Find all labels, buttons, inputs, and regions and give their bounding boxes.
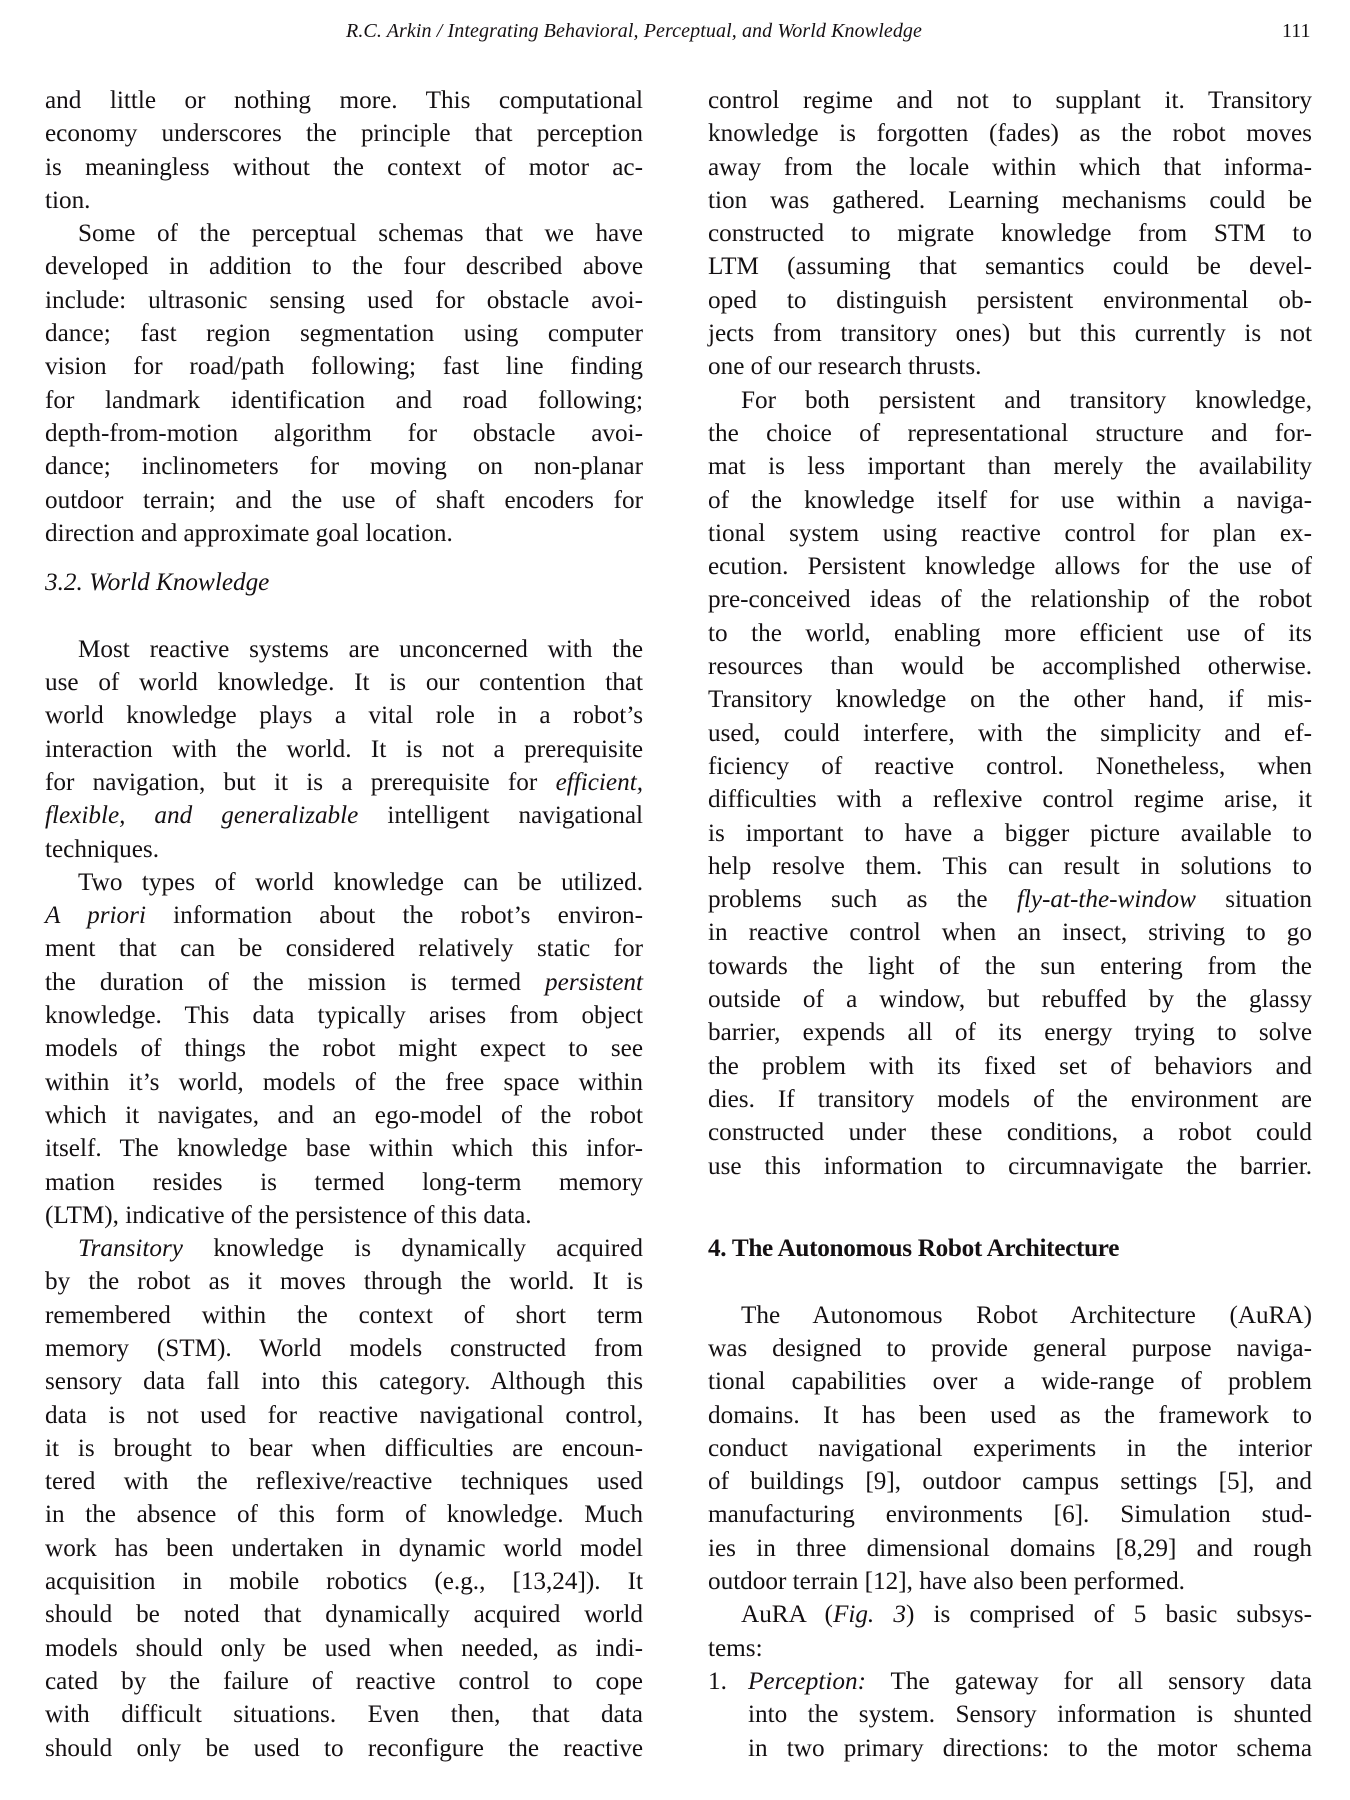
text-line: dance; fast region segmentation using computer [45, 320, 643, 348]
text-run: AuRA ( [741, 1601, 833, 1629]
text-run: information about the robot’s environ- [145, 902, 643, 930]
text-line: (LTM), indicative of the persistence of this data. [45, 1201, 532, 1229]
text-line: should only be used to reconfigure the reactive [45, 1734, 643, 1762]
text-line: within it’s world, models of the free space within [45, 1068, 643, 1096]
list-term: Perception: [748, 1667, 866, 1695]
text-run: the duration of the mission is termed [45, 968, 546, 996]
text-line: Transitory knowledge on the other hand, if mis- [708, 686, 1312, 714]
text-run: knowledge is dynamically acquired [182, 1235, 643, 1263]
text-line: models of things the robot might expect to see [45, 1035, 643, 1063]
text-line: work has been undertaken in dynamic world model [45, 1534, 643, 1562]
text-line: used, could interfere, with the simplicity and ef- [708, 719, 1312, 747]
text-line: knowledge is forgotten (fades) as the robot moves [708, 120, 1312, 148]
text-line: models should only be used when needed, as indi- [45, 1634, 643, 1662]
text-line: interaction with the world. It is not a prerequisite [45, 735, 643, 763]
text-line [708, 1665, 1312, 1698]
text-line: and little or nothing more. This computational [45, 87, 643, 114]
spacer [45, 550, 643, 566]
text-line: ficiency of reactive control. Nonetheless, when [708, 752, 1312, 780]
text-line: tion was gathered. Learning mechanisms could be [708, 186, 1312, 214]
text-line: was designed to provide general purpose naviga- [708, 1334, 1312, 1362]
text-line: the choice of representational structure and for- [708, 419, 1312, 447]
text-line: Two types of world knowledge can be utilized. [78, 868, 643, 896]
page-header [0, 14, 1350, 54]
text-line: pre-conceived ideas of the relationship of the robot [708, 586, 1312, 614]
spacer [708, 1216, 1312, 1232]
text-run: for navigation, but it is a prerequisite for [45, 768, 556, 796]
text-line: use this information to circumnavigate the barrier. [708, 1152, 1312, 1180]
text-line: ies in three dimensional domains [8,29] and rough [708, 1534, 1312, 1562]
paragraph [45, 866, 643, 1232]
text-line: is important to have a bigger picture available to [708, 819, 1312, 847]
text-line [45, 1232, 643, 1265]
text-line: towards the light of the sun entering from the [708, 952, 1312, 980]
text-line [45, 799, 643, 832]
text-line: acquisition in mobile robotics (e.g., [13,24]). It [45, 1568, 643, 1596]
text-line: tion. [45, 186, 91, 214]
text-line: into the system. Sensory information is shunted [748, 1701, 1312, 1729]
text-line: developed in addition to the four described above [45, 253, 643, 281]
text-run: intelligent navigational [358, 802, 643, 830]
text-line: tional capabilities over a wide-range of problem [708, 1368, 1312, 1396]
paragraph [708, 84, 1312, 384]
emphasis: fly-at-the-window [1016, 886, 1196, 914]
spacer [45, 599, 643, 632]
text-line: vision for road/path following; fast line finding [45, 353, 643, 381]
text-line: The Autonomous Robot Architecture (AuRA) [741, 1301, 1312, 1329]
section-heading-3-2: 3.2. World Knowledge [45, 569, 270, 597]
text-line: dance; inclinometers for moving on non-planar [45, 453, 643, 481]
text-line: domains. It has been used as the framework to [708, 1401, 1312, 1429]
text-line [45, 766, 643, 799]
paragraph [45, 1232, 643, 1765]
text-line: LTM (assuming that semantics could be devel- [708, 253, 1312, 281]
text-line: help resolve them. This can result in solutions to [708, 852, 1312, 880]
emphasis: persistent [545, 968, 643, 996]
spacer [708, 1183, 1312, 1216]
text-line: difficulties with a reflexive control regime arise, it [708, 786, 1312, 814]
text-run: The gateway for all sensory data [865, 1667, 1312, 1695]
text-line: is meaningless without the context of motor ac- [45, 153, 643, 181]
text-line: techniques. [45, 835, 160, 863]
text-line: in reactive control when an insect, striving to go [708, 919, 1312, 947]
paragraph [45, 84, 643, 217]
text-run: situation [1195, 886, 1312, 914]
text-line: resources than would be accomplished otherwise. [708, 653, 1312, 681]
text-line: ecution. Persistent knowledge allows for the use of [708, 553, 1312, 581]
page-number: 111 [1282, 20, 1311, 42]
text-line: economy underscores the principle that perception [45, 120, 643, 148]
text-line: jects from transitory ones) but this currently is not [708, 320, 1312, 348]
text-line: it is brought to bear when difficulties are encoun- [45, 1434, 643, 1462]
text-line: knowledge. This data typically arises from object [45, 1002, 643, 1030]
text-line: in two primary directions: to the motor schema [748, 1734, 1312, 1762]
text-line [708, 1598, 1312, 1631]
text-line: the problem with its fixed set of behaviors and [708, 1052, 1312, 1080]
text-line: tional system using reactive control for plan ex- [708, 519, 1312, 547]
paragraph [708, 384, 1312, 1183]
text-line: Some of the perceptual schemas that we have [78, 220, 643, 248]
figure-reference: Fig. 3 [832, 1601, 906, 1629]
text-line: control regime and not to supplant it. Transitory [708, 87, 1312, 114]
text-line [708, 883, 1312, 916]
text-line: include: ultrasonic sensing used for obstacle avoi- [45, 286, 643, 314]
paragraph [45, 217, 643, 550]
paragraph [708, 1299, 1312, 1599]
emphasis: flexible, and generalizable [45, 802, 359, 830]
text-line: mation resides is termed long-term memory [45, 1168, 643, 1196]
text-line: memory (STM). World models constructed from [45, 1334, 643, 1362]
text-line: remembered within the context of short term [45, 1301, 643, 1329]
paragraph [708, 1598, 1312, 1665]
text-run: problems such as the [708, 886, 1017, 914]
text-line: mat is less important than merely the availability [708, 453, 1312, 481]
text-line: For both persistent and transitory knowledge, [741, 386, 1312, 414]
text-line: ment that can be considered relatively static for [45, 935, 643, 963]
text-line: of buildings [9], outdoor campus settings [5], and [708, 1468, 1312, 1496]
text-line: outside of a window, but rebuffed by the glassy [708, 986, 1312, 1014]
text-line: direction and approximate goal location. [45, 519, 453, 547]
right-column [708, 84, 1312, 1765]
text-line: tems: [708, 1634, 763, 1662]
text-line: constructed under these conditions, a robot could [708, 1119, 1312, 1147]
text-line: cated by the failure of reactive control to cope [45, 1667, 643, 1695]
text-line: in the absence of this form of knowledge. Much [45, 1501, 643, 1529]
emphasis: A priori [45, 902, 146, 930]
text-line: should be noted that dynamically acquired world [45, 1601, 643, 1629]
text-line: depth-from-motion algorithm for obstacle avoi- [45, 419, 643, 447]
text-line: for landmark identification and road following; [45, 386, 643, 414]
text-line [45, 966, 643, 999]
text-line: which it navigates, and an ego-model of the robot [45, 1101, 643, 1129]
text-line: tered with the reflexive/reactive techniques used [45, 1468, 643, 1496]
text-line: world knowledge plays a vital role in a robot’s [45, 702, 643, 730]
text-line: barrier, expends all of its energy trying to solve [708, 1019, 1312, 1047]
text-line: dies. If transitory models of the environment are [708, 1085, 1312, 1113]
text-run: ) is comprised of 5 basic subsys- [905, 1601, 1312, 1629]
text-line: one of our research thrusts. [708, 353, 982, 381]
text-line: manufacturing environments [6]. Simulation stud- [708, 1501, 1312, 1529]
text-line: with difficult situations. Even then, that data [45, 1701, 643, 1729]
text-line: itself. The knowledge base within which this infor- [45, 1135, 643, 1163]
text-line: oped to distinguish persistent environmental ob- [708, 286, 1312, 314]
text-line: outdoor terrain [12], have also been performed. [708, 1568, 1185, 1596]
emphasis: efficient, [555, 768, 643, 796]
running-head: R.C. Arkin / Integrating Behavioral, Perceptual, and World Knowledge [346, 20, 922, 42]
section-heading-4: 4. The Autonomous Robot Architecture [708, 1235, 1120, 1263]
text-line: by the robot as it moves through the world. It is [45, 1268, 643, 1296]
text-line: data is not used for reactive navigational control, [45, 1401, 643, 1429]
text-line: away from the locale within which that informa- [708, 153, 1312, 181]
left-column [45, 84, 643, 1765]
emphasis: Transitory [78, 1235, 183, 1263]
text-line: Most reactive systems are unconcerned with the [78, 635, 643, 663]
paragraph [45, 633, 643, 866]
text-line: conduct navigational experiments in the interior [708, 1434, 1312, 1462]
list-item [708, 1665, 1312, 1765]
text-line: use of world knowledge. It is our contention that [45, 669, 643, 697]
text-line: constructed to migrate knowledge from STM to [708, 220, 1312, 248]
text-line: of the knowledge itself for use within a naviga- [708, 486, 1312, 514]
text-line [45, 899, 643, 932]
list-number: 1. [708, 1667, 727, 1695]
text-line: sensory data fall into this category. Although this [45, 1368, 643, 1396]
text-line: outdoor terrain; and the use of shaft encoders for [45, 486, 643, 514]
text-line: to the world, enabling more efficient use of its [708, 619, 1312, 647]
spacer [708, 1265, 1312, 1298]
